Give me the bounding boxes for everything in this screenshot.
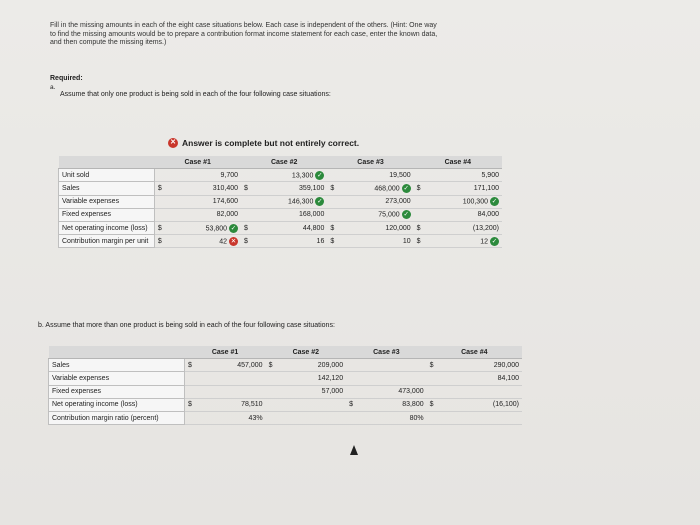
cell-input[interactable]	[199, 372, 266, 385]
row-label: Sales	[59, 182, 155, 195]
answer-status-banner	[168, 138, 359, 148]
cell-input[interactable]	[440, 411, 522, 424]
table-row	[59, 195, 503, 208]
cell-input[interactable]: 290,000	[440, 359, 522, 372]
header-case-1: Case #1	[154, 156, 241, 169]
table-row	[49, 411, 523, 424]
cell-input[interactable]: 83,800	[360, 398, 427, 411]
header-case-3: Case #3	[346, 346, 427, 359]
cell-input[interactable]: 310,400	[169, 182, 241, 195]
cell-input[interactable]: 10	[341, 235, 414, 248]
cell-input[interactable]: 19,500	[341, 169, 414, 182]
row-label: Variable expenses	[49, 372, 185, 385]
header-case-4: Case #4	[427, 346, 522, 359]
table-header-row	[59, 156, 503, 169]
cell-input[interactable]: 84,000	[427, 208, 502, 221]
table-row	[59, 208, 503, 221]
check-icon: ✓	[403, 211, 409, 219]
table-row	[59, 169, 503, 182]
table-multiple-products	[48, 346, 522, 425]
row-label: Net operating income (loss)	[59, 221, 155, 234]
part-b-instructions: b. Assume that more than one product is being sold in each of the four following case situations:	[38, 322, 335, 329]
header-case-4: Case #4	[414, 156, 502, 169]
cell-input[interactable]: 57,000	[279, 385, 346, 398]
part-a-letter: a.	[50, 84, 56, 91]
cell-input[interactable]	[279, 411, 346, 424]
cell-input[interactable]: 473,000	[360, 385, 427, 398]
cell-input[interactable]: 5,900	[427, 169, 502, 182]
row-label: Unit sold	[59, 169, 155, 182]
check-icon: ✓	[491, 237, 498, 245]
cell-input[interactable]: 209,000	[279, 359, 346, 372]
mouse-cursor-icon	[350, 445, 358, 455]
cell-input[interactable]	[360, 359, 427, 372]
cell-input[interactable]: 142,120	[279, 372, 346, 385]
cell-input[interactable]: 53,800	[205, 224, 228, 232]
row-label: Contribution margin per unit	[59, 235, 155, 248]
check-icon: ✓	[317, 198, 323, 206]
cell-input[interactable]: 75,000	[378, 211, 400, 219]
table-row: Sales $ 310,400 $ 359,100 $ 468,000 ✓ $ 171,100	[59, 182, 503, 195]
cell-input[interactable]: 100,300	[462, 198, 488, 206]
table-single-product	[58, 156, 502, 248]
cell-input[interactable]: 13,300	[291, 172, 314, 180]
row-label: Sales	[49, 359, 185, 372]
cell-input[interactable]	[440, 385, 522, 398]
incorrect-icon: ✕	[168, 138, 178, 148]
table-header-row	[49, 346, 523, 359]
table-row: Contribution margin per unit $ 42 ✕ $ 16 $ 10 $ 12 ✓	[59, 235, 503, 248]
cell-input[interactable]: 9,700	[169, 169, 241, 182]
cell-input[interactable]: 171,100	[427, 182, 502, 195]
cell-input[interactable]: 84,100	[440, 372, 522, 385]
instructions: Fill in the missing amounts in each of the eight case situations below. Each case is independent of the others. (Hint: One way to find the missing amounts would be to prepare a contribution format income statement for each case, enter the known data, and then compute the missing items.)	[50, 22, 438, 46]
cell-input[interactable]: 468,000	[374, 185, 400, 193]
table-row: Sales $ 457,000 $ 209,000 $ 290,000	[49, 359, 523, 372]
cell-input[interactable]: 457,000	[199, 359, 266, 372]
cell-input[interactable]	[199, 385, 266, 398]
cell-input[interactable]: 43%	[199, 411, 266, 424]
check-icon: ✓	[403, 184, 409, 192]
cell-input[interactable]: 146,300	[288, 198, 314, 206]
cell-input[interactable]: 78,510	[199, 398, 266, 411]
cell-input[interactable]: 168,000	[255, 208, 328, 221]
cell-input[interactable]	[279, 398, 346, 411]
cell-input[interactable]	[360, 372, 427, 385]
cell-input[interactable]: 42	[219, 238, 228, 246]
check-icon: ✓	[230, 224, 237, 232]
cell-input[interactable]: 120,000	[341, 221, 414, 234]
header-case-3: Case #3	[327, 156, 413, 169]
answer-status-text: Answer is complete but not entirely correct.	[182, 138, 360, 148]
cell-input[interactable]: 174,600	[169, 195, 241, 208]
row-label: Net operating income (loss)	[49, 398, 185, 411]
table-row: Net operating income (loss) $ 78,510 $ 83,800 $ (16,100)	[49, 398, 523, 411]
required-label: Required:	[50, 75, 83, 82]
incorrect-icon: ✕	[230, 237, 237, 245]
header-case-1: Case #1	[185, 346, 266, 359]
table-row	[49, 372, 523, 385]
cell-input[interactable]: 359,100	[255, 182, 328, 195]
row-label: Fixed expenses	[59, 208, 155, 221]
cell-input[interactable]: 16	[255, 235, 328, 248]
row-label: Contribution margin ratio (percent)	[49, 411, 185, 424]
header-case-2: Case #2	[241, 156, 327, 169]
cell-input[interactable]: 44,800	[255, 221, 328, 234]
table-row	[49, 385, 523, 398]
cell-input[interactable]: 273,000	[341, 195, 414, 208]
table-row: Net operating income (loss) $ 53,800 ✓ $ 44,800 $ 120,000 $ (13,200)	[59, 221, 503, 234]
cell-input[interactable]: 82,000	[169, 208, 241, 221]
cell-input[interactable]: 80%	[360, 411, 427, 424]
check-icon: ✓	[491, 198, 498, 206]
row-label: Fixed expenses	[49, 385, 185, 398]
cell-input[interactable]: 12	[480, 238, 488, 246]
part-a-instructions: Assume that only one product is being sold in each of the four following case situations:	[60, 91, 331, 98]
check-icon: ✓	[317, 171, 323, 179]
header-case-2: Case #2	[266, 346, 347, 359]
cell-input[interactable]: (16,100)	[440, 398, 522, 411]
cell-input[interactable]: (13,200)	[427, 221, 502, 234]
row-label: Variable expenses	[59, 195, 155, 208]
